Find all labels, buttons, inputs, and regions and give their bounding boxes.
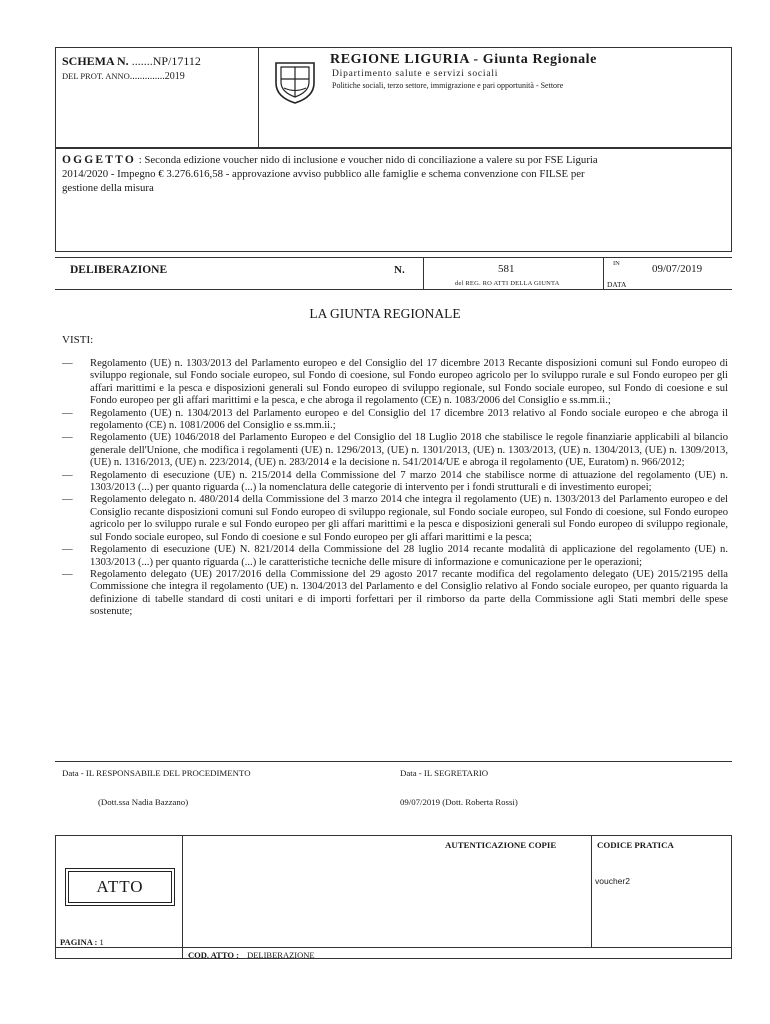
codice-pratica-label: CODICE PRATICA <box>597 840 674 850</box>
visti-label: VISTI: <box>62 334 94 346</box>
oggetto-text <box>62 153 730 195</box>
schema-value: .......NP/17112 <box>131 54 201 68</box>
list-item: — Regolamento di esecuzione (UE) N. 821/2014 della Commissione del 28 luglio 2014 recante modalità di applicazione del regolamento (UE) n. 1303/2013 (...) per quanto riguarda (...) le caratteristiche tecniche delle misure di informazione e comunicazione per le operazioni; <box>62 544 728 568</box>
autenticazione-label: AUTENTICAZIONE COPIE <box>445 840 557 850</box>
visti-item-text: Regolamento di esecuzione (UE) N. 821/2014 della Commissione del 28 luglio 2014 recante modalità di applicazione del regolamento (UE) n. 1303/2013 (...) per quanto riguarda (...) le caratteristiche tecniche delle misure di informazione e comunicazione per le operazioni; <box>90 544 728 568</box>
list-item: — Regolamento (UE) n. 1303/2013 del Parlamento europeo e del Consiglio del 17 dicembre 2013 Recante disposizioni comuni sul Fondo europeo di sviluppo regionale, sul Fondo sociale europeo, sul Fondo di coesione, sul Fondo europeo agricolo per lo sviluppo rurale e sul Fondo europeo per gli affari marittimi e la pesca e disposizioni generali sul Fondo europeo di sviluppo regionale, sul Fondo sociale europeo, sul Fondo di coesione e sul Fondo europeo per gli affari marittimi e la pesca, e che abroga il regolamento (CE) n. 1083/2006 del Consiglio e ss.mm.ii.; <box>62 358 728 407</box>
deliberazione-date: 09/07/2019 <box>652 263 703 275</box>
cod-atto-value: DELIBERAZIONE <box>247 950 315 960</box>
pagina-value: 1 <box>99 937 104 947</box>
segretario-label: Data - IL SEGRETARIO <box>400 768 489 778</box>
list-item: — Regolamento delegato (UE) 2017/2016 della Commissione del 29 agosto 2017 recante modifica del regolamento delegato (UE) 2015/2195 della Commissione che integra il regolamento (UE) n. 1304/2013 del Parlamento e del Consiglio relativo al Fondo sociale europeo, per quanto riguarda la definizione di tabelle standard di costi unitari e di importi forfettari per il rimborso da parte della Commissione agli Stati membri delle spese sostenute; <box>62 568 728 618</box>
list-item: — Regolamento (UE) n. 1304/2013 del Parlamento europeo e del Consiglio del 17 dicembre 2013 relativo al Fondo sociale europeo e che abroga il regolamento (CE) n. 1081/2006 del Consiglio e ss.mm.ii.; <box>62 407 728 432</box>
deliberazione-number: 581 <box>498 263 515 275</box>
segretario-name: 09/07/2019 (Dott. Roberta Rossi) <box>400 797 518 807</box>
oggetto-label: OGGETTO <box>62 154 136 166</box>
prot-value: ..............2019 <box>129 71 185 82</box>
list-item: — Regolamento di esecuzione (UE) n. 215/2014 della Commissione del 7 marzo 2014 che stabilisce norme di attuazione del regolamento (UE) n. 1303/2013 (...) per quanto riguarda (...) la nomenclatura delle categorie di intervento per i fondi strutturali e di investimento europei; <box>62 469 728 494</box>
deliberazione-in-label: IN <box>613 260 620 267</box>
sector: Politiche sociali, terzo settore, immigrazione e pari opportunità - Settore <box>332 81 564 90</box>
regione-liguria-logo-icon <box>270 57 320 105</box>
pagina <box>60 937 104 947</box>
visti-item-text: Regolamento (UE) n. 1303/2013 del Parlamento europeo e del Consiglio del 17 dicembre 2013 Recante disposizioni comuni sul Fondo europeo di sviluppo regionale, sul Fondo sociale europeo, sul Fondo di coesione, sul Fondo europeo agricolo per lo sviluppo rurale e sul Fondo europeo per gli affari marittimi e la pesca e disposizioni generali sul Fondo europeo di sviluppo regionale, sul Fondo sociale europeo, sul Fondo di coesione e sul Fondo europeo per gli affari marittimi e la pesca, e che abroga il regolamento (CE) n. 1083/2006 del Consiglio e ss.mm.ii.; <box>90 358 728 407</box>
atto-label: ATTO <box>96 877 144 896</box>
responsabile-label: Data - IL RESPONSABILE DEL PROCEDIMENTO <box>62 768 251 778</box>
schema-number <box>62 54 201 69</box>
list-item: — Regolamento delegato n. 480/2014 della Commissione del 3 marzo 2014 che integra il regolamento (UE) n. 1303/2013 del Parlamento europeo e del Consiglio recante disposizioni comuni sul Fondo europeo di sviluppo regionale, sul Fondo sociale europeo, sul Fondo di coesione, sul Fondo europeo agricolo per lo sviluppo rurale e sul Fondo europeo per gli affari marittimi e la pesca e disposizioni generali sul Fondo europeo di sviluppo regionale, sul Fondo sociale europeo, sul Fondo di coesione e sul Fondo europeo per gli affari marittimi e la pesca; <box>62 494 728 543</box>
visti-item-text: Regolamento di esecuzione (UE) n. 215/2014 della Commissione del 7 marzo 2014 che stabilisce norme di attuazione del regolamento (UE) n. 1303/2013 (...) per quanto riguarda (...) la nomenclatura delle categorie di intervento per i fondi strutturali e di investimento europei; <box>90 469 728 494</box>
visti-list <box>62 358 728 619</box>
department: Dipartimento salute e servizi sociali <box>332 69 499 79</box>
visti-item-text: Regolamento delegato (UE) 2017/2016 della Commissione del 29 agosto 2017 recante modifica del regolamento delegato (UE) 2015/2195 della Commissione che integra il regolamento (UE) n. 1304/2013 del Parlamento e del Consiglio relativo al Fondo sociale europeo, per quanto riguarda la definizione di tabelle standard di costi unitari e di importi forfettari per il rimborso da parte della Commissione agli Stati membri delle spese sostenute; <box>90 568 728 618</box>
visti-item-text: Regolamento (UE) n. 1304/2013 del Parlamento europeo e del Consiglio del 17 dicembre 2013 relativo al Fondo sociale europeo e che abroga il regolamento (CE) n. 1081/2006 del Consiglio e ss.mm.ii.; <box>90 407 728 432</box>
atto-box <box>68 871 172 903</box>
visti-item-text: Regolamento (UE) 1046/2018 del Parlamento Europeo e del Consiglio del 18 Luglio 2018 che stabilisce le regole finanziarie applicabili al bilancio generale dell'Unione, che modifica i regolamenti (UE) n. 1296/2013, (UE) n. 1301/2013, (UE) n. 1303/2013, (UE) n. 1304/2013, (UE) n. 1309/2013, (UE) n. 1316/2013, (UE) n. 223/2014, (UE) n. 283/2014 e la decisione n. 541/2014/UE e abroga il regolamento (UE, Euratom) n. 966/2012; <box>90 432 728 469</box>
region-title: REGIONE LIGURIA - Giunta Regionale <box>330 52 597 67</box>
cod-atto <box>188 950 315 960</box>
page-title: LA GIUNTA REGIONALE <box>309 306 461 321</box>
list-item: — Regolamento (UE) 1046/2018 del Parlamento Europeo e del Consiglio del 18 Luglio 2018 che stabilisce le regole finanziarie applicabili al bilancio generale dell'Unione, che modifica i regolamenti (UE) n. 1296/2013, (UE) n. 1301/2013, (UE) n. 1303/2013, (UE) n. 1304/2013, (UE) n. 1309/2013, (UE) n. 1316/2013, (UE) n. 223/2014, (UE) n. 283/2014 e la decisione n. 541/2014/UE e abroga il regolamento (UE, Euratom) n. 966/2012; <box>62 432 728 469</box>
deliberazione-n-label: N. <box>394 264 405 276</box>
prot-label: DEL PROT. ANNO <box>62 71 130 81</box>
responsabile-name: (Dott.ssa Nadia Bazzano) <box>98 797 189 807</box>
schema-label: SCHEMA N. <box>62 54 129 68</box>
oggetto-line-3: gestione della misura <box>62 182 154 194</box>
pagina-label: PAGINA : <box>60 937 98 947</box>
codice-pratica-value: voucher2 <box>595 876 630 886</box>
oggetto-line-1: : Seconda edizione voucher nido di inclusione e voucher nido di conciliazione a valere su por FSE Liguria <box>138 154 598 166</box>
oggetto-line-2: 2014/2020 - Impegno € 3.276.616,58 - approvazione avviso pubblico alle famiglie e schema convenzione con FILSE per <box>62 168 585 180</box>
deliberazione-date-caption: DATA <box>607 280 627 289</box>
visti-item-text: Regolamento delegato n. 480/2014 della Commissione del 3 marzo 2014 che integra il regolamento (UE) n. 1303/2013 del Parlamento europeo e del Consiglio recante disposizioni comuni sul Fondo europeo di sviluppo regionale, sul Fondo sociale europeo, sul Fondo di coesione, sul Fondo europeo agricolo per lo sviluppo rurale e sul Fondo europeo per gli affari marittimi e la pesca e disposizioni generali sul Fondo europeo di sviluppo regionale, sul Fondo sociale europeo, sul Fondo di coesione e sul Fondo europeo per gli affari marittimi e la pesca; <box>90 494 728 543</box>
cod-atto-label: COD. ATTO : <box>188 950 239 960</box>
deliberazione-number-caption: del REG. RO ATTI DELLA GIUNTA <box>455 280 560 287</box>
prot-year <box>62 71 185 82</box>
deliberazione-label: DELIBERAZIONE <box>70 264 168 276</box>
